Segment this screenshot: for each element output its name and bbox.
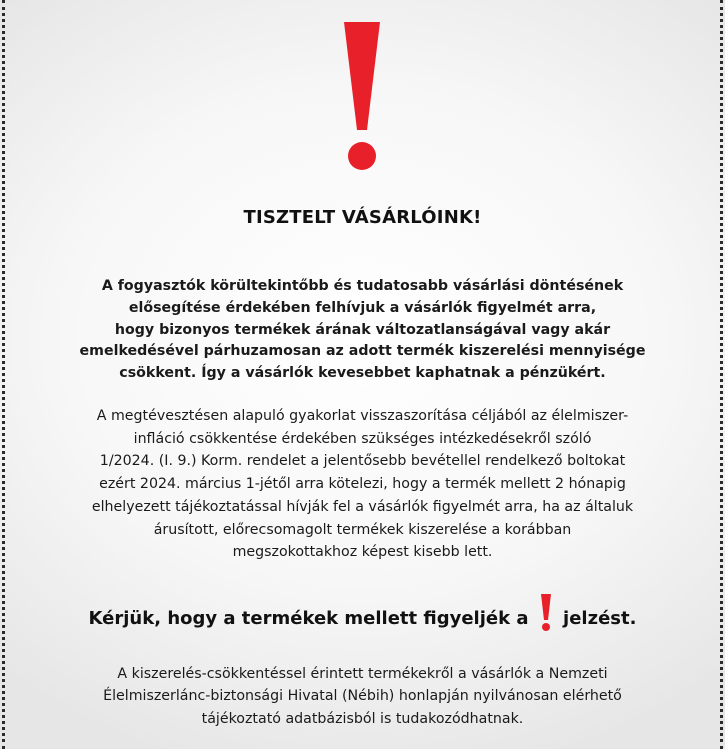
notice-title: TISZTELT VÁSÁRLÓINK! bbox=[243, 207, 482, 228]
dotted-border-right bbox=[720, 0, 723, 749]
callout-text-before: Kérjük, hogy a termékek mellett figyeljék a bbox=[88, 608, 529, 629]
callout-text-after: jelzést. bbox=[563, 608, 637, 629]
dotted-border-left bbox=[2, 0, 5, 749]
intro-paragraph: A fogyasztók körültekintőbb és tudatosabb vásárlási döntésének elősegítése érdekében felhívjuk a vásárlók figyelmét arra, hogy bizonyos termékek árának változatlanságával vagy akár emelkedésével párhuzamosan az adott termék kiszerelési mennyisége csökkent. Így a vásárlók kevesebbet kaphatnak a pénzükért. bbox=[79, 278, 646, 382]
regulation-paragraph: A megtévesztésen alapuló gyakorlat visszaszorítása céljából az élelmiszer- infláció csökkentése érdekében szükséges intézkedésekről szóló 1/2024. (I. 9.) Korm. rendelet a jelentősebb bevétellel rendelkező boltokat ezért 2024. március 1-jétől arra kötelezi, hogy a termék mellett 2 hónapig elhelyezett tájékoztatással hívják fel a vásárlók figyelmét arra, ha az általuk árusított, előrecsomagolt termékek kiszerelése a korábban megszokottakhoz képest kisebb lett. bbox=[91, 408, 634, 561]
database-paragraph: A kiszerelés-csökkentéssel érintett termékekről a vásárlók a Nemzeti Élelmiszerlánc-biztonsági Hivatal (Nébih) honlapján nyilvánosan elérhető tájékoztató adatbázisból is tudakozódhatnak. bbox=[103, 666, 622, 727]
callout-line bbox=[0, 594, 725, 632]
exclamation-icon bbox=[334, 22, 390, 172]
exclamation-icon-inline bbox=[539, 594, 553, 632]
